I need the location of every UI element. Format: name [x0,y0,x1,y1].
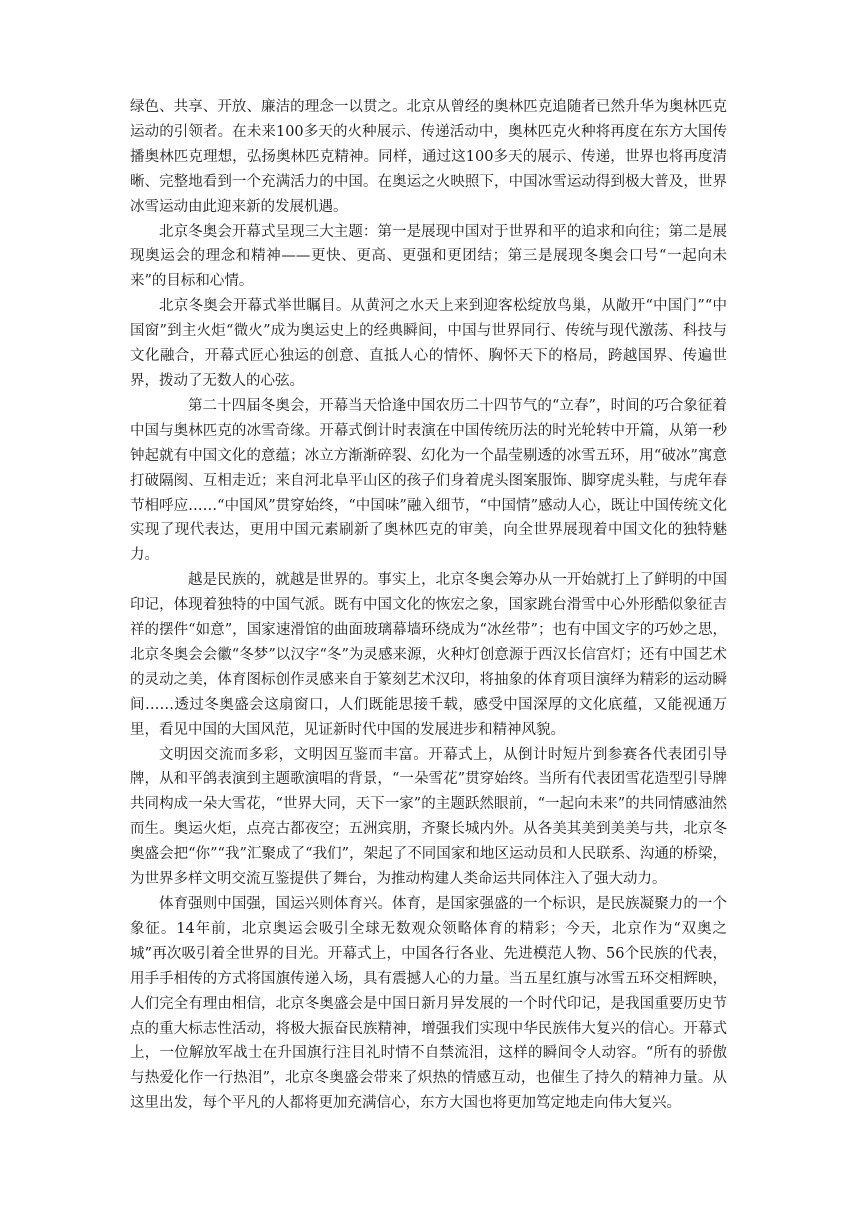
paragraph-civilization-exchange: 文明因交流而多彩，文明因互鉴而丰富。开幕式上，从倒计时短片到参赛各代表团引导牌，从和平鸽表演到主题歌演唱的背景，“一朵雪花”贯穿始终。当所有代表团雪花造型引导牌共同构成一朵大雪花，“世界大同，天下一家”的主题跃然眼前，“一起向未来”的共同情感油然而生。奥运火炬，点亮古都夜空；五洲宾朋，齐聚长城内外。从各美其美到美美与共，北京冬奥盛会把“你”“我”汇聚成了“我们”，架起了不同国家和地区运动员和人民联系、沟通的桥梁，为世界多样文明交流互鉴提供了舞台，为推动构建人类命运共同体注入了强大动力。 [130,746,727,888]
paragraph-ceremony-highlights: 北京冬奥会开幕式举世瞩目。从黄河之水天上来到迎客松绽放鸟巢，从敞开“中国门”“中国窗”到主火炬“微火”成为奥运史上的经典瞬间，中国与世界同行、传统与现代激荡、科技与文化融合，开幕式匠心独运的创意、直抵人心的情怀、胸怀天下的格局，跨越国界、传遍世界，拨动了无数人的心弦。 [130,298,727,389]
paragraph-sports-nation: 体育强则中国强，国运兴则体育兴。体育，是国家强盛的一个标识，是民族凝聚力的一个象征。14年前，北京奥运会吸引全球无数观众领略体育的精彩；今天，北京作为“双奥之城”再次吸引着全世界的目光。开幕式上，中国各行各业、先进模范人物、56个民族的代表，用手手相传的方式将国旗传递入场，具有震撼人心的力量。当五星红旗与冰雪五环交相辉映，人们完全有理由相信，北京冬奥盛会是中国日新月异发展的一个时代印记，是我国重要历史节点的重大标志性活动，将极大振奋民族精神，增强我们实现中华民族伟大复兴的信心。开幕式上，一位解放军战士在升国旗行注目礼时情不自禁流泪，这样的瞬间令人动容。“所有的骄傲与热爱化作一行热泪”，北京冬奥盛会带来了炽热的情感互动，也催生了持久的精神力量。从这里出发，每个平凡的人都将更加充满信心，东方大国也将更加笃定地走向伟大复兴。 [130,896,727,1112]
paragraph-themes: 北京冬奥会开幕式呈现三大主题：第一是展现中国对于世界和平的追求和向往；第二是展现奥运会的理念和精神——更快、更高、更强和更团结；第三是展现冬奥会口号“一起向未来”的目标和心情。 [130,223,727,290]
paragraph-national-character: 越是民族的，就越是世界的。事实上，北京冬奥会筹办从一开始就打上了鲜明的中国印记，体现着独特的中国气派。既有中国文化的恢宏之象，国家跳台滑雪中心外形酷似象征吉祥的摆件“如意”，国家速滑馆的曲面玻璃幕墙环绕成为“冰丝带”；也有中国文字的巧妙之思，北京冬奥会会徽“冬梦”以汉字“冬”为灵感来源，火种灯创意源于西汉长信宫灯；还有中国艺术的灵动之美，体育图标创作灵感来自于篆刻艺术汉印，将抽象的体育项目演绎为精彩的运动瞬间……透过冬奥盛会这扇窗口，人们既能思接千载，感受中国深厚的文化底蕴，又能视通万里，看见中国的大国风范，见证新时代中国的发展进步和精神风貌。 [130,572,727,738]
paragraph-start-of-spring: 第二十四届冬奥会，开幕当天恰逢中国农历二十四节气的“立春”，时间的巧合象征着中国与奥林匹克的冰雪奇缘。开幕式倒计时表演在中国传统历法的时光轮转中开篇，从第一秒钟起就有中国文化的意蕴；冰立方渐渐碎裂、幻化为一个晶莹剔透的冰雪五环，用“破冰”寓意打破隔阂、互相走近；来自河北阜平山区的孩子们身着虎头图案服饰、脚穿虎头鞋，与虎年春节相呼应……“中国风”贯穿始终，“中国味”融入细节，“中国情”感动人心，既让中国传统文化实现了现代表达，更用中国元素刷新了奥林匹克的审美，向全世界展现着中国文化的独特魅力。 [130,397,727,564]
article-body [130,95,727,1116]
paragraph-continuation: 绿色、共享、开放、廉洁的理念一以贯之。北京从曾经的奥林匹克追随者已然升华为奥林匹克运动的引领者。在未来100多天的火种展示、传递活动中，奥林匹克火种将再度在东方大国传播奥林匹克理想，弘扬奥林匹克精神。同样，通过这100多天的展示、传递，世界也将再度清晰、完整地看到一个充满活力的中国。在奥运之火映照下，中国冰雪运动得到极大普及，世界冰雪运动由此迎来新的发展机遇。 [130,99,727,215]
